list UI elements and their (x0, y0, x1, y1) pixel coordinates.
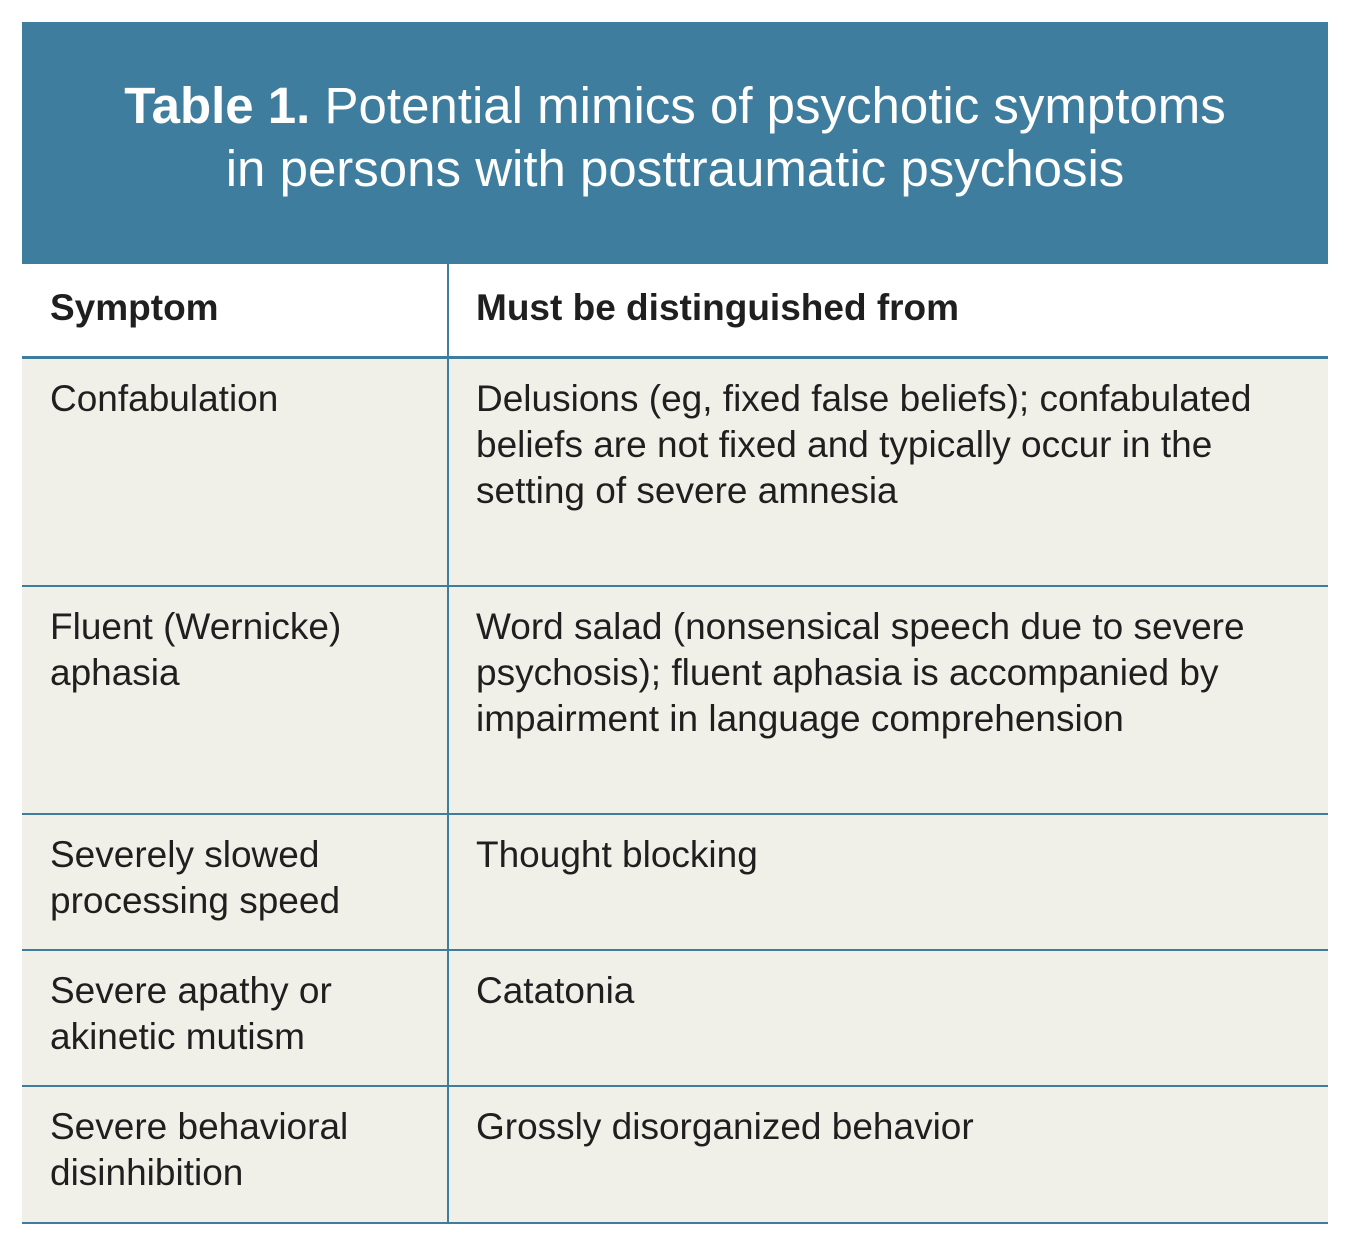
table-title-banner (22, 22, 1328, 264)
distinguish-cell: Delusions (eg, fixed false beliefs); confabulated beliefs are not fixed and typically occur in the setting of severe amnesia (476, 378, 1252, 511)
table-title-text: Potential mimics of psychotic symptoms in persons with posttraumatic psychosis (225, 77, 1226, 197)
table-row (22, 815, 1328, 951)
distinguish-cell: Thought blocking (476, 834, 758, 875)
header-symptom: Symptom (22, 264, 449, 356)
distinguish-cell: Grossly disorganized behavior (476, 1106, 974, 1147)
symptom-cell: Confabulation (22, 359, 449, 585)
symptom-cell: Severely slowed processing speed (22, 815, 449, 949)
mimics-table (22, 22, 1328, 1224)
table-row (22, 951, 1328, 1087)
table-title (112, 74, 1238, 200)
table-title-lead: Table 1. (124, 77, 311, 134)
table-row (22, 587, 1328, 815)
symptom-cell: Severe apathy or akinetic mutism (22, 951, 449, 1085)
table-header-row (22, 264, 1328, 359)
symptom-cell: Severe behavioral disinhibition (22, 1087, 449, 1222)
table-row (22, 1087, 1328, 1224)
symptom-cell: Fluent (Wernicke) aphasia (22, 587, 449, 813)
table-row (22, 359, 1328, 587)
header-distinguish: Must be distinguished from (476, 287, 960, 328)
distinguish-cell: Word salad (nonsensical speech due to severe psychosis); fluent aphasia is accompanied by impairment in language comprehension (476, 606, 1245, 739)
distinguish-cell: Catatonia (476, 970, 635, 1011)
